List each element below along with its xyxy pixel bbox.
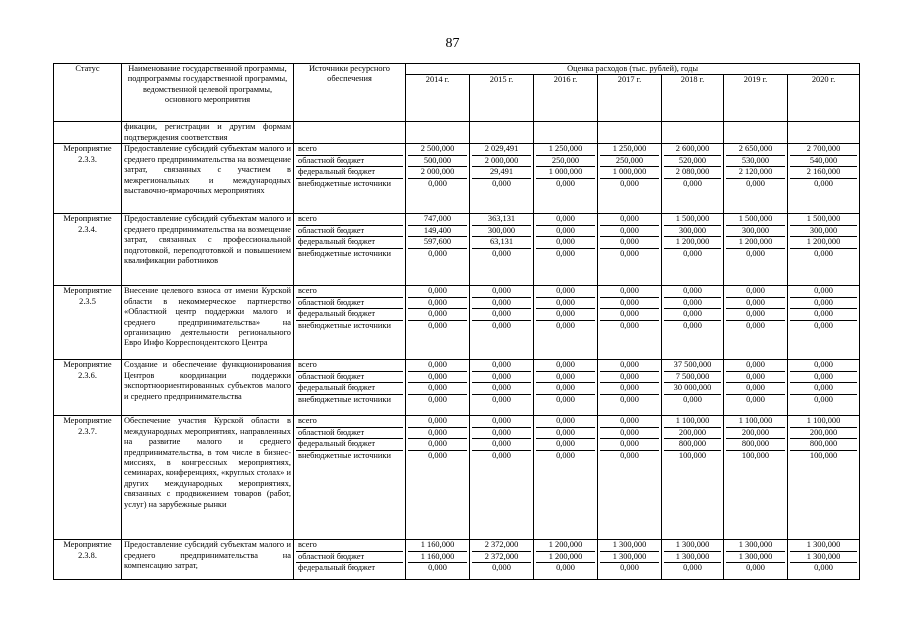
amount-value: 1 500,000	[664, 214, 721, 225]
amount-value: 0,000	[536, 298, 595, 309]
amount-value: 0,000	[472, 286, 531, 297]
measure-row	[54, 286, 860, 360]
funding-source-label: областной бюджет	[296, 552, 403, 563]
amount-value: 0,000	[472, 383, 531, 394]
amount-value: 0,000	[814, 563, 833, 573]
measure-name: Внесение целевого взноса от имени Курской области в некоммерческое партнерство «Областной центр поддержки малого и среднего предпринимательства» на организацию деятельности регионального Евро Инфо Корреспондентского Центра	[122, 286, 294, 360]
amount-value: 1 160,000	[408, 552, 467, 563]
amount-value: 2 372,000	[472, 552, 531, 563]
funding-sources	[294, 144, 406, 214]
amount-value: 0,000	[408, 286, 467, 297]
amount-value: 0,000	[472, 416, 531, 427]
amount-value: 0,000	[600, 298, 659, 309]
year-values	[724, 360, 788, 416]
measure-status: Мероприятие 2.3.8.	[54, 540, 122, 580]
measure-status: Мероприятие 2.3.5	[54, 286, 122, 360]
measure-row	[54, 144, 860, 214]
amount-value: 0,000	[408, 428, 467, 439]
amount-value: 0,000	[600, 416, 659, 427]
year-values	[724, 286, 788, 360]
year-values	[788, 540, 860, 580]
year-values	[406, 540, 470, 580]
funding-sources	[294, 214, 406, 286]
amount-value: 1 200,000	[536, 540, 595, 551]
amount-value: 0,000	[536, 214, 595, 225]
funding-source-label: областной бюджет	[296, 226, 403, 237]
measure-row	[54, 540, 860, 580]
amount-value: 747,000	[408, 214, 467, 225]
funding-source-label: федеральный бюджет	[298, 563, 376, 573]
amount-value: 0,000	[472, 439, 531, 450]
amount-value: 0,000	[814, 320, 833, 330]
year-values	[662, 360, 724, 416]
amount-value: 0,000	[600, 214, 659, 225]
amount-value: 2 372,000	[472, 540, 531, 551]
funding-source-label: внебюджетные источники	[298, 178, 391, 188]
amount-value: 0,000	[664, 286, 721, 297]
funding-source-label: внебюджетные источники	[298, 394, 391, 404]
amount-value: 500,000	[408, 156, 467, 167]
amount-value: 0,000	[600, 428, 659, 439]
year-values	[470, 360, 534, 416]
year-values	[662, 286, 724, 360]
year-values	[406, 144, 470, 214]
amount-value: 0,000	[472, 360, 531, 371]
measure-name: Предоставление субсидий субъектам малого и среднего предпринимательства на возмещение затрат, связанных с профессиональной подготовкой, переподготовкой и повышением квалификации работников	[122, 214, 294, 286]
amount-value: 0,000	[726, 360, 785, 371]
header-year: 2016 г.	[534, 75, 598, 122]
year-values	[470, 144, 534, 214]
amount-value: 100,000	[741, 450, 770, 460]
funding-source-label: федеральный бюджет	[296, 237, 403, 248]
amount-value: 0,000	[683, 394, 702, 404]
amount-value: 597,600	[408, 237, 467, 248]
year-values	[534, 286, 598, 360]
amount-value: 0,000	[408, 372, 467, 383]
amount-value: 0,000	[620, 178, 639, 188]
amount-value: 1 000,000	[536, 167, 595, 178]
amount-value: 0,000	[428, 450, 447, 460]
measure-row	[54, 214, 860, 286]
amount-value: 100,000	[678, 450, 707, 460]
amount-value: 0,000	[492, 450, 511, 460]
amount-value: 1 300,000	[600, 540, 659, 551]
funding-source-label: внебюджетные источники	[298, 248, 391, 258]
amount-value: 0,000	[726, 298, 785, 309]
amount-value: 0,000	[664, 309, 721, 320]
year-values	[598, 144, 662, 214]
measure-name: Предоставление субсидий субъектам малого и среднего предпринимательства на возмещение затрат, связанных с участием в межрегиональных и международных выставочно-ярмарочных мероприятиях	[122, 144, 294, 214]
amount-value: 1 300,000	[664, 540, 721, 551]
amount-value: 1 300,000	[664, 552, 721, 563]
funding-source-label: областной бюджет	[296, 372, 403, 383]
amount-value: 2 160,000	[790, 167, 857, 178]
amount-value: 0,000	[536, 226, 595, 237]
year-values	[788, 214, 860, 286]
year-values	[534, 144, 598, 214]
amount-value: 1 000,000	[600, 167, 659, 178]
amount-value: 1 300,000	[600, 552, 659, 563]
year-values	[406, 286, 470, 360]
amount-value: 0,000	[408, 360, 467, 371]
funding-source-label: внебюджетные источники	[298, 450, 391, 460]
year-values	[534, 540, 598, 580]
amount-value: 0,000	[556, 394, 575, 404]
measure-status: Мероприятие 2.3.3.	[54, 144, 122, 214]
amount-value: 1 500,000	[790, 214, 857, 225]
funding-source-label: всего	[296, 144, 403, 155]
amount-value: 0,000	[683, 178, 702, 188]
header-sources: Источники ресурсного обеспечения	[294, 64, 406, 122]
amount-value: 1 300,000	[726, 552, 785, 563]
header-status: Статус	[54, 64, 122, 122]
amount-value: 0,000	[814, 248, 833, 258]
amount-value: 0,000	[536, 416, 595, 427]
funding-source-label: федеральный бюджет	[296, 309, 403, 320]
amount-value: 2 000,000	[408, 167, 467, 178]
funding-source-label: областной бюджет	[296, 298, 403, 309]
year-values	[724, 540, 788, 580]
measure-row	[54, 360, 860, 416]
year-values	[470, 416, 534, 540]
amount-value: 0,000	[790, 286, 857, 297]
amount-value: 0,000	[664, 298, 721, 309]
amount-value: 200,000	[726, 428, 785, 439]
amount-value: 0,000	[746, 248, 765, 258]
header-year: 2019 г.	[724, 75, 788, 122]
funding-source-label: всего	[296, 360, 403, 371]
amount-value: 0,000	[620, 320, 639, 330]
funding-source-label: всего	[296, 286, 403, 297]
amount-value: 0,000	[746, 563, 765, 573]
year-values	[662, 416, 724, 540]
year-values	[534, 360, 598, 416]
amount-value: 0,000	[600, 286, 659, 297]
budget-table	[53, 63, 860, 580]
amount-value: 7 500,000	[664, 372, 721, 383]
year-values	[724, 214, 788, 286]
measure-name: Предоставление субсидий субъектам малого и среднего предпринимательства на компенсацию затрат,	[122, 540, 294, 580]
measure-name: Создание и обеспечение функционирования Центров координации поддержки экспортноориентированных субъектов малого и среднего предпринимательства	[122, 360, 294, 416]
amount-value: 363,131	[472, 214, 531, 225]
amount-value: 0,000	[683, 248, 702, 258]
measure-row	[54, 416, 860, 540]
amount-value: 2 029,491	[472, 144, 531, 155]
header-name: Наименование государственной программы, подпрограммы государственной программы, ведомственной целевой программы, основного мероприятия	[122, 64, 294, 122]
year-values	[598, 214, 662, 286]
amount-value: 0,000	[536, 360, 595, 371]
year-values	[598, 540, 662, 580]
amount-value: 0,000	[536, 372, 595, 383]
amount-value: 0,000	[536, 428, 595, 439]
amount-value: 1 250,000	[536, 144, 595, 155]
amount-value: 300,000	[664, 226, 721, 237]
amount-value: 0,000	[556, 563, 575, 573]
amount-value: 1 300,000	[790, 540, 857, 551]
funding-source-label: всего	[296, 416, 403, 427]
amount-value: 1 100,000	[790, 416, 857, 427]
measure-status: Мероприятие 2.3.6.	[54, 360, 122, 416]
amount-value: 0,000	[620, 450, 639, 460]
amount-value: 0,000	[428, 178, 447, 188]
amount-value: 0,000	[814, 178, 833, 188]
continuation-row	[54, 122, 860, 144]
amount-value: 0,000	[790, 372, 857, 383]
amount-value: 0,000	[683, 320, 702, 330]
year-values	[470, 214, 534, 286]
amount-value: 0,000	[726, 383, 785, 394]
amount-value: 0,000	[428, 248, 447, 258]
amount-value: 0,000	[746, 320, 765, 330]
year-values	[788, 286, 860, 360]
amount-value: 2 080,000	[664, 167, 721, 178]
year-values	[724, 416, 788, 540]
amount-value: 530,000	[726, 156, 785, 167]
amount-value: 0,000	[600, 360, 659, 371]
amount-value: 2 600,000	[664, 144, 721, 155]
amount-value: 0,000	[492, 248, 511, 258]
year-values	[662, 144, 724, 214]
funding-source-label: всего	[296, 540, 403, 551]
amount-value: 0,000	[472, 309, 531, 320]
amount-value: 800,000	[726, 439, 785, 450]
amount-value: 0,000	[790, 298, 857, 309]
amount-value: 0,000	[620, 248, 639, 258]
amount-value: 0,000	[536, 286, 595, 297]
amount-value: 1 300,000	[726, 540, 785, 551]
amount-value: 0,000	[600, 372, 659, 383]
year-values	[406, 214, 470, 286]
amount-value: 0,000	[814, 394, 833, 404]
amount-value: 1 100,000	[726, 416, 785, 427]
amount-value: 0,000	[620, 563, 639, 573]
page-number: 87	[445, 36, 460, 51]
amount-value: 0,000	[492, 394, 511, 404]
amount-value: 0,000	[556, 248, 575, 258]
amount-value: 1 200,000	[790, 237, 857, 248]
amount-value: 29,491	[472, 167, 531, 178]
header-estimate: Оценка расходов (тыс. рублей), годы	[406, 64, 860, 75]
amount-value: 200,000	[664, 428, 721, 439]
amount-value: 2 000,000	[472, 156, 531, 167]
amount-value: 0,000	[726, 286, 785, 297]
amount-value: 0,000	[492, 178, 511, 188]
year-values	[470, 540, 534, 580]
header-year: 2014 г.	[406, 75, 470, 122]
amount-value: 0,000	[428, 563, 447, 573]
amount-value: 0,000	[428, 320, 447, 330]
amount-value: 2 120,000	[726, 167, 785, 178]
amount-value: 0,000	[600, 237, 659, 248]
amount-value: 520,000	[664, 156, 721, 167]
year-values	[662, 214, 724, 286]
year-values	[788, 144, 860, 214]
amount-value: 37 500,000	[664, 360, 721, 371]
funding-source-label: федеральный бюджет	[296, 383, 403, 394]
amount-value: 1 500,000	[726, 214, 785, 225]
amount-value: 250,000	[600, 156, 659, 167]
amount-value: 0,000	[556, 320, 575, 330]
amount-value: 30 000,000	[664, 383, 721, 394]
amount-value: 149,400	[408, 226, 467, 237]
funding-sources	[294, 416, 406, 540]
year-values	[724, 144, 788, 214]
measure-name: Обеспечение участия Курской области в международных мероприятиях, направленных на развитие малого и среднего предпринимательства, в том числе в бизнес-миссиях, в конгрессных мероприятиях, семинарах, конференциях, «круглых столах» и других международных мероприятиях, связанных с продвижением товаров (работ, услуг) на зарубежные рынки	[122, 416, 294, 540]
amount-value: 0,000	[536, 237, 595, 248]
amount-value: 300,000	[726, 226, 785, 237]
amount-value: 1 160,000	[408, 540, 467, 551]
year-values	[406, 360, 470, 416]
amount-value: 2 500,000	[408, 144, 467, 155]
year-values	[788, 416, 860, 540]
amount-value: 0,000	[600, 309, 659, 320]
amount-value: 0,000	[472, 298, 531, 309]
amount-value: 0,000	[536, 439, 595, 450]
amount-value: 0,000	[746, 394, 765, 404]
amount-value: 250,000	[536, 156, 595, 167]
year-values	[470, 286, 534, 360]
amount-value: 1 200,000	[536, 552, 595, 563]
amount-value: 0,000	[492, 320, 511, 330]
funding-source-label: областной бюджет	[296, 428, 403, 439]
amount-value: 200,000	[790, 428, 857, 439]
amount-value: 0,000	[790, 309, 857, 320]
funding-source-label: внебюджетные источники	[298, 320, 391, 330]
funding-sources	[294, 286, 406, 360]
amount-value: 0,000	[492, 563, 511, 573]
header-year: 2020 г.	[788, 75, 860, 122]
amount-value: 0,000	[408, 383, 467, 394]
amount-value: 1 250,000	[600, 144, 659, 155]
amount-value: 300,000	[472, 226, 531, 237]
year-values	[598, 416, 662, 540]
amount-value: 1 300,000	[790, 552, 857, 563]
funding-sources	[294, 360, 406, 416]
year-values	[534, 416, 598, 540]
amount-value: 0,000	[726, 309, 785, 320]
amount-value: 0,000	[536, 383, 595, 394]
measure-status: Мероприятие 2.3.4.	[54, 214, 122, 286]
amount-value: 2 650,000	[726, 144, 785, 155]
header-year: 2017 г.	[598, 75, 662, 122]
funding-sources	[294, 540, 406, 580]
amount-value: 0,000	[683, 563, 702, 573]
amount-value: 0,000	[428, 394, 447, 404]
year-values	[788, 360, 860, 416]
amount-value: 100,000	[809, 450, 838, 460]
amount-value: 300,000	[790, 226, 857, 237]
funding-source-label: областной бюджет	[296, 156, 403, 167]
amount-value: 0,000	[408, 439, 467, 450]
funding-source-label: всего	[296, 214, 403, 225]
amount-value: 2 700,000	[790, 144, 857, 155]
amount-value: 540,000	[790, 156, 857, 167]
amount-value: 0,000	[600, 439, 659, 450]
funding-source-label: федеральный бюджет	[296, 439, 403, 450]
amount-value: 0,000	[408, 309, 467, 320]
amount-value: 0,000	[408, 416, 467, 427]
amount-value: 0,000	[790, 360, 857, 371]
year-values	[534, 214, 598, 286]
amount-value: 0,000	[472, 428, 531, 439]
header-year: 2015 г.	[470, 75, 534, 122]
amount-value: 63,131	[472, 237, 531, 248]
year-values	[598, 286, 662, 360]
amount-value: 0,000	[472, 372, 531, 383]
amount-value: 0,000	[536, 309, 595, 320]
year-values	[598, 360, 662, 416]
amount-value: 0,000	[600, 226, 659, 237]
amount-value: 0,000	[746, 178, 765, 188]
year-values	[662, 540, 724, 580]
amount-value: 0,000	[726, 372, 785, 383]
amount-value: 0,000	[790, 383, 857, 394]
measure-status: Мероприятие 2.3.7.	[54, 416, 122, 540]
amount-value: 1 200,000	[664, 237, 721, 248]
amount-value: 800,000	[664, 439, 721, 450]
amount-value: 1 200,000	[726, 237, 785, 248]
funding-source-label: федеральный бюджет	[296, 167, 403, 178]
amount-value: 0,000	[600, 383, 659, 394]
amount-value: 0,000	[408, 298, 467, 309]
amount-value: 0,000	[556, 450, 575, 460]
amount-value: 0,000	[620, 394, 639, 404]
amount-value: 0,000	[556, 178, 575, 188]
amount-value: 1 100,000	[664, 416, 721, 427]
year-values	[406, 416, 470, 540]
continuation-text: фикации, регистрации и другим формам подтверждения соответствия	[122, 122, 294, 144]
amount-value: 800,000	[790, 439, 857, 450]
header-year: 2018 г.	[662, 75, 724, 122]
